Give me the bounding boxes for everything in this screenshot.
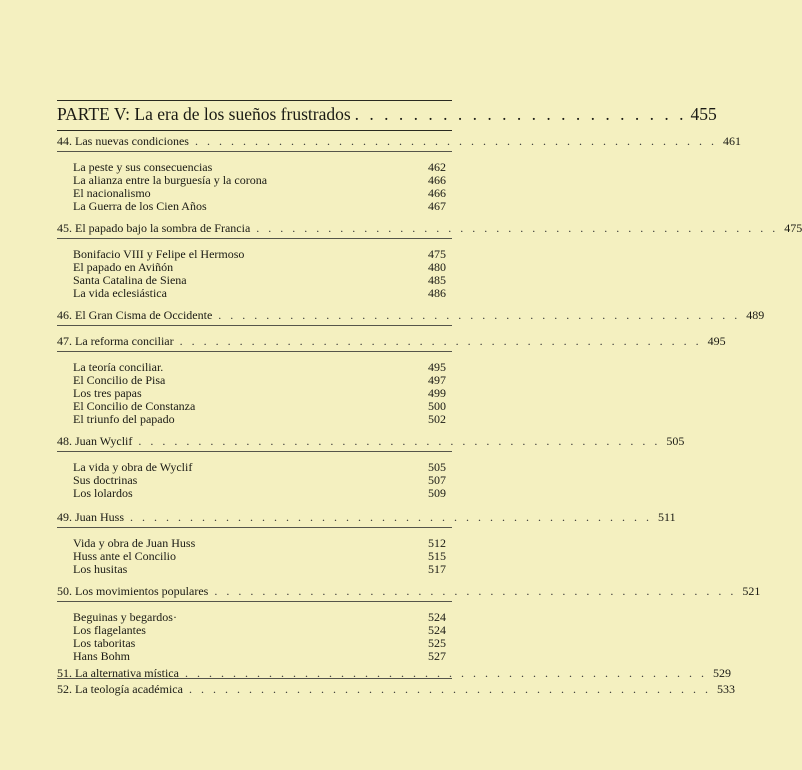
dot-leader: . . . . . . . . . . . . . . . . . . . . . . . . . . . . . . . . . . . . . . . . . . . . <box>194 134 717 148</box>
section-entry-title: Los taboritas <box>73 636 136 650</box>
section-entry[interactable] <box>73 536 446 550</box>
chapter-entry[interactable] <box>57 682 735 696</box>
chapter-entry[interactable] <box>57 308 765 322</box>
section-entry-title: El papado en Aviñón <box>73 260 174 274</box>
section-entry[interactable] <box>73 286 446 300</box>
section-divider <box>57 325 452 326</box>
section-entry[interactable] <box>73 160 446 174</box>
section-entry[interactable] <box>73 610 446 624</box>
chapter-entry-title: 44. Las nuevas condiciones <box>57 134 189 148</box>
section-entry-page-number: 466 <box>428 186 446 200</box>
section-divider <box>57 151 452 152</box>
section-entry-title: Los husitas <box>73 562 128 576</box>
section-entry[interactable] <box>73 486 446 500</box>
chapter-entry-title: 46. El Gran Cisma de Occidente <box>57 308 213 322</box>
section-entry-title: La Guerra de los Cien Años <box>73 199 207 213</box>
section-entry[interactable] <box>73 549 446 563</box>
section-entry[interactable] <box>73 623 446 637</box>
chapter-entry-page-number: 475 <box>784 221 802 235</box>
top-rule <box>57 100 452 101</box>
section-entry-title: Hans Bohm <box>73 649 130 663</box>
section-entry-title: La peste y sus consecuencias <box>73 160 213 174</box>
section-entry-title: La vida y obra de Wyclif <box>73 460 193 474</box>
chapter-entry-title: 52. La teología académica <box>57 682 183 696</box>
section-entry-page-number: 486 <box>428 286 446 300</box>
chapter-entry-title: 50. Los movimientos populares <box>57 584 209 598</box>
section-entry[interactable] <box>73 636 446 650</box>
section-entry-page-number: 475 <box>428 247 446 261</box>
section-entry-page-number: 466 <box>428 173 446 187</box>
chapter-entry-page-number: 529 <box>712 666 731 680</box>
section-entry[interactable] <box>73 562 446 576</box>
section-entry-page-number: 512 <box>428 536 446 550</box>
section-entry[interactable] <box>73 373 446 387</box>
section-entry-title: Vida y obra de Juan Huss <box>73 536 196 550</box>
chapter-entry-title: 49. Juan Huss <box>57 510 125 524</box>
section-entry-page-number: 507 <box>428 473 446 487</box>
section-entry-title: El nacionalismo <box>73 186 151 200</box>
chapter-entry[interactable] <box>57 510 676 524</box>
part-rule <box>57 130 452 131</box>
dot-leader: . . . . . . . . . . . . . . . . . . . . . . . . . . . . . . . . . . . . . . . . . . . . <box>214 584 737 598</box>
section-divider <box>57 601 452 602</box>
section-entry[interactable] <box>73 460 446 474</box>
section-entry-page-number: 495 <box>428 360 446 374</box>
section-entry-page-number: 524 <box>428 623 446 637</box>
chapter-entry-title: 47. La reforma conciliar <box>57 334 174 348</box>
chapter-entry-title: 45. El papado bajo la sombra de Francia <box>57 221 251 235</box>
section-divider <box>57 351 452 352</box>
chapter-entry[interactable] <box>57 584 761 598</box>
section-entry-page-number: 525 <box>428 636 446 650</box>
section-entry-page-number: 517 <box>428 562 446 576</box>
chapter-entry-page-number: 505 <box>666 434 685 448</box>
chapter-entry-title: 48. Juan Wyclif <box>57 434 133 448</box>
section-divider <box>57 678 452 679</box>
section-entry[interactable] <box>73 173 446 187</box>
part-title: PARTE V: La era de los sueños frustrados <box>57 104 351 124</box>
dot-leader: . . . . . . . . . . . . . . . . . . . . . . . . . . . . . . . . . . . . . . . . . . . . <box>179 334 702 348</box>
chapter-entry-page-number: 489 <box>746 308 765 322</box>
section-entry[interactable] <box>73 399 446 413</box>
section-entry-page-number: 485 <box>428 273 446 287</box>
section-entry-title: Los tres papas <box>73 386 142 400</box>
section-entry-page-number: 527 <box>428 649 446 663</box>
part-page-number: 455 <box>690 104 717 124</box>
chapter-entry[interactable] <box>57 334 726 348</box>
section-entry[interactable] <box>73 260 446 274</box>
section-entry-title: Santa Catalina de Siena <box>73 273 187 287</box>
section-entry-title: El triunfo del papado <box>73 412 175 426</box>
dot-leader: . . . . . . . . . . . . . . . . . . . . . . . . . . . . . . . . . . . . . . . . . . . . <box>218 308 741 322</box>
section-entry-page-number: 500 <box>428 399 446 413</box>
section-divider <box>57 238 452 239</box>
dot-leader: . . . . . . . . . . . . . . . . . . . . . . . . . . . . . . . . . . . . . . . . . . . . <box>130 510 653 524</box>
section-entry-title: La vida eclesiástica <box>73 286 167 300</box>
dot-leader: . . . . . . . . . . . . . . . . . . . . . . . . . . . . . . . . . . . . . . . . . . . . <box>188 682 711 696</box>
section-entry-title: Los lolardos <box>73 486 133 500</box>
section-entry[interactable] <box>73 199 446 213</box>
chapter-entry[interactable] <box>57 434 685 448</box>
section-entry[interactable] <box>73 186 446 200</box>
section-entry-page-number: 524 <box>428 610 446 624</box>
chapter-entry-page-number: 495 <box>707 334 726 348</box>
section-entry-page-number: 462 <box>428 160 446 174</box>
section-entry-page-number: 499 <box>428 386 446 400</box>
section-entry-title: El Concilio de Pisa <box>73 373 166 387</box>
section-entry[interactable] <box>73 247 446 261</box>
dot-leader: . . . . . . . . . . . . . . . . . . . . . . . <box>354 104 687 124</box>
section-entry[interactable] <box>73 649 446 663</box>
section-entry-page-number: 509 <box>428 486 446 500</box>
dot-leader: . . . . . . . . . . . . . . . . . . . . . . . . . . . . . . . . . . . . . . . . . . . . <box>138 434 661 448</box>
dot-leader: . . . . . . . . . . . . . . . . . . . . . . . . . . . . . . . . . . . . . . . . . . . . <box>184 666 707 680</box>
chapter-entry[interactable] <box>57 221 802 235</box>
section-entry-title: Los flagelantes <box>73 623 146 637</box>
chapter-entry-page-number: 521 <box>742 584 761 598</box>
section-entry[interactable] <box>73 273 446 287</box>
section-entry-page-number: 497 <box>428 373 446 387</box>
chapter-entry-page-number: 533 <box>716 682 735 696</box>
section-entry[interactable] <box>73 386 446 400</box>
section-entry-title: Beguinas y begardos· <box>73 610 177 624</box>
section-entry-title: Sus doctrinas <box>73 473 138 487</box>
section-entry[interactable] <box>73 360 446 374</box>
section-entry-title: El Concilio de Constanza <box>73 399 196 413</box>
section-entry[interactable] <box>73 412 446 426</box>
section-entry-title: La teoría conciliar. <box>73 360 164 374</box>
chapter-entry-title: 51. La alternativa mística <box>57 666 179 680</box>
dot-leader: . . . . . . . . . . . . . . . . . . . . . . . . . . . . . . . . . . . . . . . . . . . . <box>256 221 779 235</box>
section-entry-title: Bonifacio VIII y Felipe el Hermoso <box>73 247 245 261</box>
section-divider <box>57 451 452 452</box>
section-entry-page-number: 467 <box>428 199 446 213</box>
section-divider <box>57 527 452 528</box>
section-entry-page-number: 502 <box>428 412 446 426</box>
section-entry[interactable] <box>73 473 446 487</box>
section-entry-title: Huss ante el Concilio <box>73 549 176 563</box>
chapter-entry-page-number: 511 <box>658 510 676 524</box>
part-heading[interactable] <box>57 104 717 128</box>
chapter-entry-page-number: 461 <box>722 134 741 148</box>
chapter-entry[interactable] <box>57 134 741 148</box>
section-entry-title: La alianza entre la burguesía y la corona <box>73 173 268 187</box>
section-entry-page-number: 480 <box>428 260 446 274</box>
section-entry-page-number: 505 <box>428 460 446 474</box>
section-entry-page-number: 515 <box>428 549 446 563</box>
